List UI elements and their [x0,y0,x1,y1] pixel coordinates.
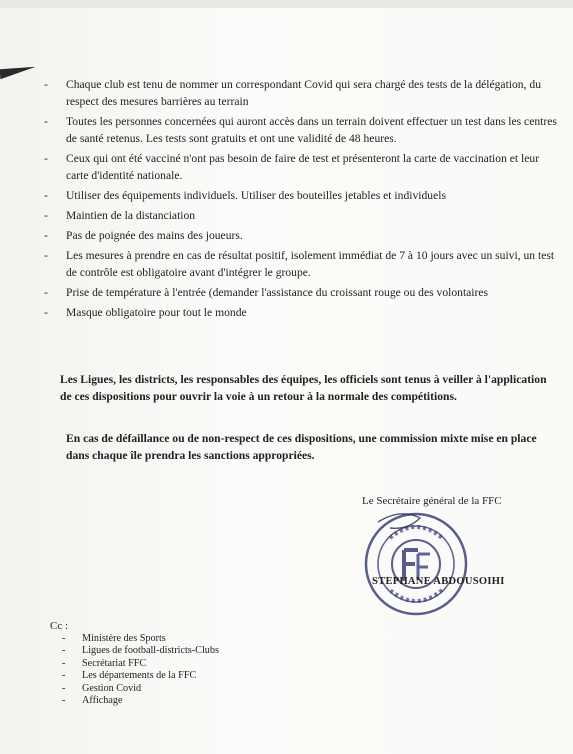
bullet-dash: - [44,189,48,202]
list-item-text: Ceux qui ont été vacciné n'ont pas besoin de faire de test et présenteront la carte de vaccination et leur carte d'identité nationale. [66,152,540,182]
list-item [44,150,559,184]
list-item [44,113,559,147]
paragraph-obligations: Les Ligues, les districts, les responsables des équipes, les officiels sont tenus à veiller à l'application de ces dispositions pour ouvrir la voie à un retour à la normale des compétitions. [60,373,547,403]
cc-dash: - [62,633,66,644]
cc-dash: - [62,682,66,694]
cc-label: Cc : [50,620,69,632]
page-corner-shadow [0,67,36,79]
list-item-text: Masque obligatoire pour tout le monde [66,306,247,319]
paragraph-sanctions: En cas de défaillance ou de non-respect de ces dispositions, une commission mixte mise en place dans chaque île prendra les sanctions appropriées. [66,432,537,462]
bullet-dash: - [44,286,48,299]
bullet-dash: - [44,249,48,262]
cc-item-text: Les départements de la FFC [82,670,197,682]
cc-item-text: Gestion Covid [82,682,142,694]
document-page [0,8,573,754]
list-item [44,227,559,244]
bullet-dash: - [44,306,48,319]
list-item-text: Toutes les personnes concernées qui auront accès dans un terrain doivent effectuer un test dans les centres de santé retenus. Les tests sont gratuits et ont une validité de 48 heures. [66,115,557,145]
list-item [44,284,559,301]
bullet-dash: - [44,209,48,222]
cc-dash: - [62,645,66,657]
list-item-text: Utiliser des équipements individuels. Utiliser des bouteilles jetables et individuels [66,189,446,202]
signature-title: Le Secrétaire général de la FFC [362,495,502,507]
cc-item-text: Affichage [82,695,123,707]
bullet-dash: - [44,115,48,128]
cc-item [62,633,219,645]
cc-item-text: Ministère des Sports [82,633,166,644]
list-item [44,187,559,204]
cc-item [62,695,219,707]
list-item-text: Maintien de la distanciation [66,209,196,222]
cc-dash: - [62,670,66,682]
cc-item [62,645,219,657]
list-item [44,207,559,224]
cc-item [62,683,219,695]
ffc-seal-stamp [360,508,472,620]
list-item-text: Chaque club est tenu de nommer un correspondant Covid qui sera chargé des tests de la délégation, du respect des mesures barrières au terrain [66,78,541,108]
cc-item-text: Ligues de football-districts-Clubs [82,645,219,657]
cc-dash: - [62,695,66,707]
list-item [44,304,559,321]
bullet-dash: - [44,229,48,242]
cc-item-text: Secrétariat FFC [82,657,147,669]
list-item-text: Pas de poignée des mains des joueurs. [66,229,243,242]
bullet-dash: - [44,78,48,91]
bullet-dash: - [44,152,48,165]
measures-list [44,76,559,324]
cc-list [62,633,219,707]
list-item-text: Les mesures à prendre en cas de résultat positif, isolement immédiat de 7 à 10 jours avec un suivi, un test de contrôle est obligatoire avant d'intégrer le groupe. [66,249,555,279]
signatory-name: STEPHANE ABDOUSOIHI [372,576,505,587]
cc-item [62,670,219,682]
cc-dash: - [62,657,66,669]
list-item-text: Prise de température à l'entrée (demander l'assistance du croissant rouge ou des volontaires [66,286,489,299]
cc-item [62,658,219,670]
list-item [44,247,559,281]
list-item [44,76,559,110]
